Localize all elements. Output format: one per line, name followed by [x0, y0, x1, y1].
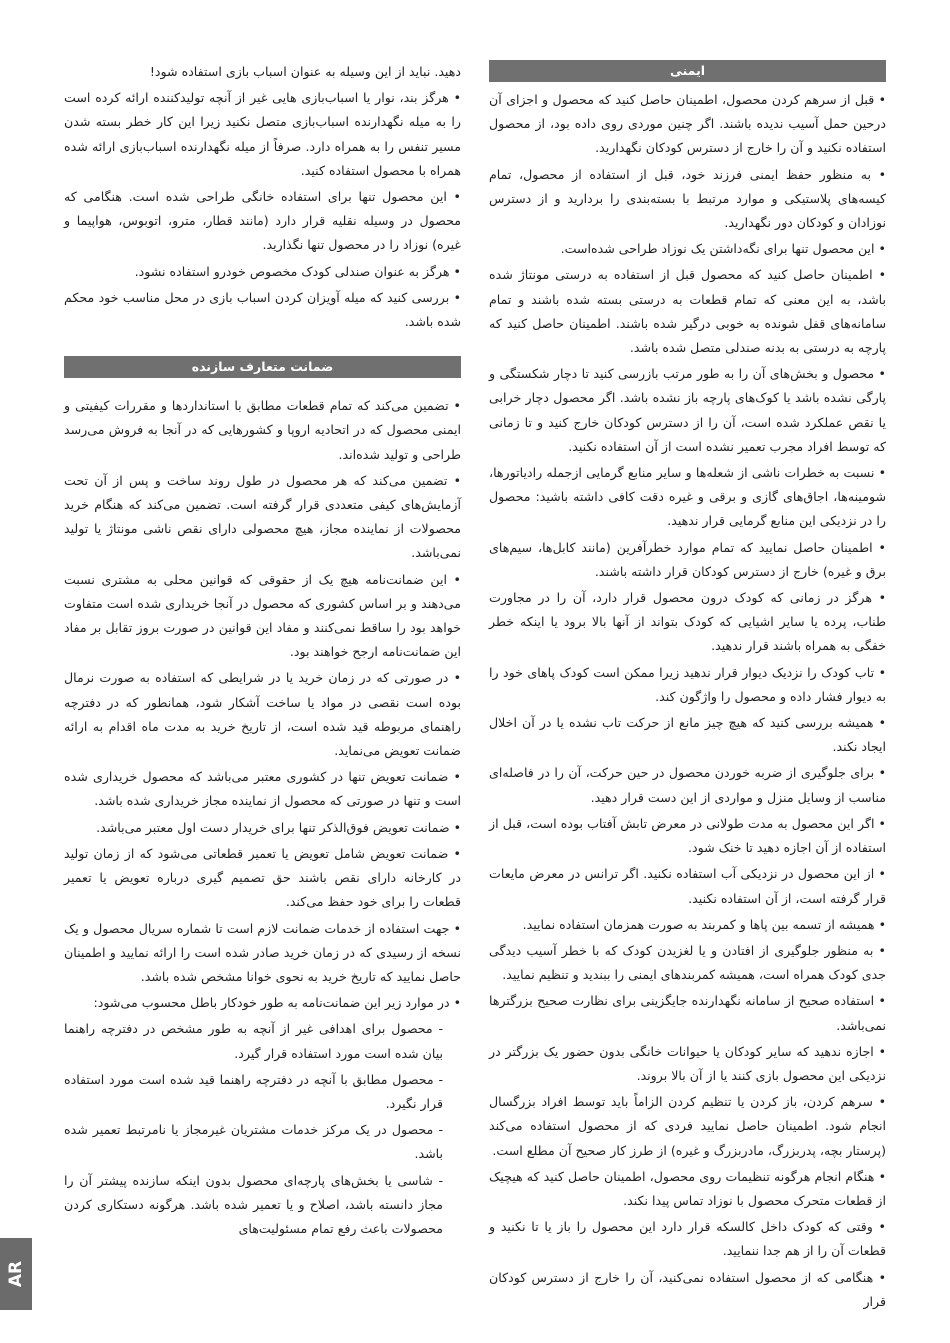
- safety-paragraph: • اجازه ندهید که سایر کودکان یا حیوانات خانگی بدون حضور یک بزرگتر در نزدیکی این محصول بازی کنند یا از آن بالا بروند.: [489, 1043, 886, 1083]
- warranty-paragraph: • در صورتی که در زمان خرید یا در شرایطی که استفاده به صورت نرمال بوده است نقصی در مواد یا ساخت آشکار شود، همانطور که در دفترچه راهنمای مربوطه قید شده است، از تاریخ خرید به مدت ماه اقدام به ارائه ضمانت تعویض می‌نماید.: [64, 670, 461, 759]
- safety-paragraph: • همیشه از تسمه بین پاها و کمربند به صورت همزمان استفاده نمایید.: [522, 916, 886, 932]
- warranty-section-title: ضمانت متعارف سازنده: [64, 356, 461, 378]
- safety-paragraph: • اگر این محصول به مدت طولانی در معرض تابش آفتاب بوده است، قبل از استفاده از آن اجازه دهید تا خنک شود.: [489, 815, 886, 856]
- warranty-paragraph: • تضمین می‌کند که تمام قطعات مطابق با استانداردها و مقررات کیفیتی و ایمنی محصول که در اتحادیه اروپا و کشورهایی که در آنجا به فروش می‌رسد طراحی و تولید شده‌اند.: [64, 398, 461, 462]
- safety-paragraph: • قبل از سرهم کردن محصول، اطمینان حاصل کنید که محصول و اجزای آن درحین حمل آسیب ندیده باشند. اگر چنین موردی روی داده بود، از محصول استفاده نکنید و آن را خارج از دسترس کودکان نگهدارید.: [489, 92, 886, 156]
- safety-paragraph: • هنگامی که از محصول استفاده نمی‌کنید، آن را خارج از دسترس کودکان قرار: [489, 1269, 886, 1309]
- safety-paragraph: • بررسی کنید که میله آویزان کردن اسباب بازی در محل مناسب خود محکم شده باشد.: [64, 289, 461, 330]
- safety-paragraph: • به منظور حفظ ایمنی فرزند خود، قبل از استفاده از محصول، تمام کیسه‌های پلاستیکی و موارد مرتبط با بسته‌بندی را بردارید و از دسترس نوزادان و کودکان دور نگهدارید.: [489, 166, 886, 231]
- safety-paragraph: • هرگز به عنوان صندلی کودک مخصوص خودرو استفاده نشود.: [134, 263, 461, 279]
- warranty-paragraph: • تضمین می‌کند که هر محصول در طول روند ساخت و پس از آن تحت آزمایش‌های کیفی متعددی قرار گرفته است. تضمین می‌کند که هنگام خرید محصولات از نماینده مجاز، هیچ محصولی دارای نقص ناشی مونتاژ یا تولید نمی‌باشد.: [64, 472, 461, 561]
- safety-paragraph: • تاب کودک را نزدیک دیوار قرار ندهید زیرا ممکن است کودک پاهای خود را به دیوار فشار داده و محصول را واژگون کند.: [489, 664, 886, 704]
- safety-paragraph: • به منظور جلوگیری از افتادن و یا لغزیدن کودک که با خطر آسیب دیدگی جدی کودک همراه است، همیشه کمربندهای ایمنی را ببندید و تنظیم نمایید.: [489, 942, 886, 983]
- safety-paragraph: • استفاده صحیح از سامانه نگهدارنده جایگزینی برای نظارت صحیح بزرگترها نمی‌باشد.: [489, 993, 886, 1033]
- warranty-sub-item: - محصول برای اهدافی غیر از آنچه به طور مشخص در دفترچه راهنما بیان شده است مورد استفاده قرار گیرد.: [64, 1021, 443, 1061]
- safety-paragraph: • محصول و بخش‌های آن را به طور مرتب بازرسی کنید تا دچار شکستگی و پارگی نشده باشد یا کوک‌های پارچه باز نشده باشد. اگر محصول دچار خرابی یا نقص عملکرد شده است، آن را از دسترس کودکان خارج کنید و تا زمانی که توسط افراد مجرب تعمیر نشده است از آن استفاده نکنید.: [489, 366, 886, 454]
- safety-paragraph: • اطمینان حاصل نمایید که تمام موارد خطرآفرین (مانند کابل‌ها، سیم‌های برق و غیره) خارج از دسترس کودکان قرار داشته باشند.: [489, 539, 886, 579]
- warranty-paragraph: • ضمانت تعویض فوق‌الذکر تنها برای خریدار دست اول معتبر می‌باشد.: [96, 819, 461, 835]
- warranty-paragraph: • این ضمانت‌نامه هیچ یک از حقوقی که قوانین محلی به مشتری نسبت می‌دهند و بر اساس کشوری که محصول در آنجا خریداری شده است متفاوت خواهد بود را ساقط نمی‌کنند و مفاد این قوانین در صورت بروز تقابل بر مفاد این ضمانت‌نامه ارجح خواهند بود.: [64, 571, 461, 660]
- safety-paragraph: • سرهم کردن، باز کردن یا تنظیم کردن الزاماً باید توسط افراد بزرگسال انجام شود. اطمینان حاصل نمایید فردی که از محصول استفاده می‌کند (پرستار بچه، پدربزرگ، مادربزرگ و غیره) از طرز کار صحیح آن مطلع است.: [489, 1094, 886, 1158]
- safety-paragraph: • هرگز بند، نوار یا اسباب‌بازی هایی غیر از آنچه تولیدکننده ارائه کرده است را به میله نگهدارنده اسباب‌بازی متصل نکنید زیرا این کار خطر بسته شدن مسیر تنفس را به همراه دارد. صرفاً از میله نگهدارنده اسباب‌بازی ارائه شده همراه با محصول استفاده کنید.: [64, 90, 461, 178]
- safety-paragraph: • هنگام انجام هرگونه تنظیمات روی محصول، اطمینان حاصل کنید که هیچیک از قطعات متحرک محصول با نوزاد تماس پیدا نکند.: [489, 1168, 886, 1208]
- safety-paragraph: • از این محصول در نزدیکی آب استفاده نکنید. اگر ترانس در معرض مایعات قرار گرفته است، از آن استفاده نکنید.: [489, 866, 886, 906]
- safety-paragraph: • اطمینان حاصل کنید که محصول قبل از استفاده به درستی مونتاژ شده باشد، به این معنی که تمام قطعات به درستی بسته شده باشند و تمام سامانه‌های قفل شونده به خوبی درگیر شده باشند. اطمینان حاصل کنید که پارچه به درستی به بدنه صندلی متصل شده باشد.: [489, 267, 886, 356]
- safety-paragraph: • برای جلوگیری از ضربه خوردن محصول در حین حرکت، آن را در فاصله‌ای مناسب از وسایل منزل و مواردی از این دست قرار دهید.: [489, 765, 886, 805]
- warranty-sub-item: - محصول مطابق با آنچه در دفترچه راهنما قید شده است مورد استفاده قرار نگیرد.: [64, 1071, 443, 1111]
- safety-paragraph: • این محصول تنها برای نگه‌داشتن یک نوزاد طراحی شده‌است.: [560, 241, 886, 257]
- warranty-sub-item: - شاسی یا بخش‌های پارچه‌ای محصول بدون اینکه سازنده پیشتر آن را مجاز دانسته باشد، اصلاح و یا تعمیر شده باشد. هرگونه دستکاری کردن محصولات باعث رفع تمام مسئولیت‌های: [64, 1172, 443, 1236]
- left-column: [64, 60, 461, 1243]
- language-tab-label: AR: [6, 1260, 26, 1288]
- warranty-sub-item: - محصول در یک مرکز خدمات مشتریان غیرمجاز یا نامرتبط تعمیر شده باشد.: [64, 1122, 443, 1162]
- safety-paragraph: • نسبت به خطرات ناشی از شعله‌ها و سایر منابع گرمایی ازجمله رادیاتورها، شومینه‌ها، اجاق‌های گازی و برقی و غیره دقت کافی داشته باشید: محصول را در نزدیکی این منابع گرمایی قرار ندهید.: [489, 465, 886, 529]
- warranty-paragraph: • در موارد زیر این ضمانت‌نامه به طور خودکار باطل محسوب می‌شود:: [93, 995, 461, 1011]
- safety-paragraph: • همیشه بررسی کنید که هیچ چیز مانع از حرکت تاب نشده یا در آن اخلال ایجاد نکند.: [489, 715, 886, 755]
- language-tab: [0, 1238, 32, 1310]
- warranty-paragraph: • جهت استفاده از خدمات ضمانت لازم است تا شماره سریال محصول و یک نسخه از رسیدی که در زمان خرید صادر شده است را ارائه نمایید و اطمینان حاصل نمایید که تاریخ خرید به نحوی خوانا مشخص شده باشد.: [64, 920, 461, 984]
- safety-paragraph: • وقتی که کودک داخل کالسکه قرار دارد این محصول را باز یا تا نکنید و قطعات آن را از هم جدا ننمایید.: [489, 1219, 886, 1259]
- warranty-paragraph: • ضمانت تعویض تنها در کشوری معتبر می‌باشد که محصول خریداری شده است و تنها در صورتی که محصول از نماینده مجاز خریداری شده باشد.: [64, 769, 461, 809]
- warranty-paragraph: • ضمانت تعویض شامل تعویض یا تعمیر قطعاتی می‌شود که از زمان تولید در کارخانه دارای نقص باشند حق تصمیم گیری درباره تعویض یا تعمیر قطعات را برای خود حفظ می‌کند.: [64, 845, 461, 910]
- safety-paragraph: • هرگز در زمانی که کودک درون محصول قرار دارد، آن را در مجاورت طناب، پرده یا سایر اشیایی که کودک بتواند از آنها بالا برود یا اینکه خطر خفگی به همراه باشند قرار ندهید.: [489, 590, 886, 654]
- safety-paragraph: دهید. نباید از این وسیله به عنوان اسباب بازی استفاده شود!: [149, 64, 461, 79]
- safety-paragraph: • این محصول تنها برای استفاده خانگی طراحی شده است. هنگامی که محصول در وسیله نقلیه قرار دارد (مانند قطار، مترو، اتوبوس، هواپیما و غیره) نوزاد را در محصول تنها نگذارید.: [64, 189, 461, 253]
- safety-section-title: ایمنی: [489, 60, 886, 82]
- safety-column: [489, 60, 886, 1316]
